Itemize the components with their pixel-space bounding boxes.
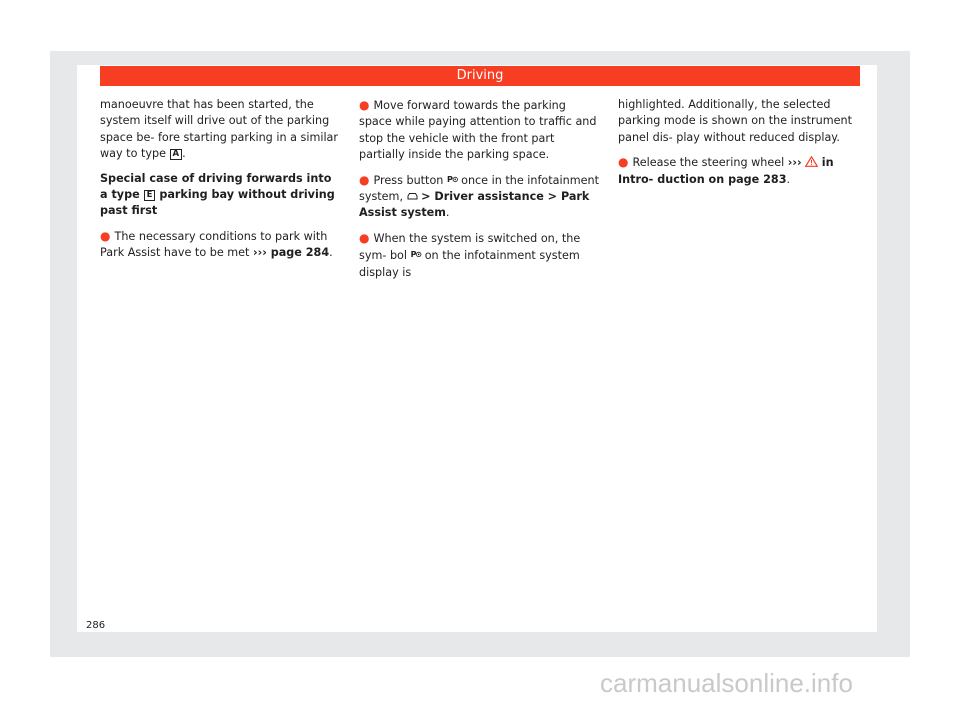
bullet-icon: ● bbox=[618, 155, 629, 170]
page-reference-link[interactable]: in Intro- duction on page 283 bbox=[618, 156, 834, 186]
paragraph bbox=[100, 97, 342, 163]
paragraph-text: manoeuvre that has been started, the system itself will drive out of the parking space be- fore starting parking in a similar way to type bbox=[100, 98, 339, 161]
park-assist-icon: P⊙ bbox=[446, 174, 458, 184]
list-item-text-cont: on the infotainment system display is bbox=[359, 249, 580, 279]
column-1 bbox=[100, 97, 342, 270]
list-item-text-cont: once in the infotainment system, bbox=[359, 173, 599, 204]
bullet-icon: ● bbox=[359, 98, 370, 112]
list-item bbox=[359, 230, 601, 281]
period: . bbox=[329, 246, 333, 260]
period: . bbox=[786, 172, 791, 186]
subheading-text: Special case of driving forwards into a type bbox=[100, 171, 332, 202]
menu-path: > Driver assistance > Park Assist system bbox=[359, 190, 590, 220]
type-a-label: A bbox=[170, 149, 183, 160]
car-icon bbox=[407, 192, 418, 201]
period: . bbox=[445, 206, 450, 220]
bullet-icon: ● bbox=[100, 228, 111, 243]
list-item-text: The necessary conditions to park with Park Assist have to be met bbox=[100, 229, 328, 260]
reference-arrows: ››› bbox=[787, 156, 802, 170]
list-item bbox=[100, 228, 342, 262]
park-assist-icon: P⊙ bbox=[410, 250, 422, 260]
type-e-label: E bbox=[144, 190, 156, 201]
list-item-text: Move forward towards the parking space while paying attention to traffic and stop the vehicle with the front part partially inside the parking space. bbox=[359, 99, 597, 162]
page-reference-link[interactable]: ››› page 284 bbox=[253, 246, 330, 260]
list-item bbox=[618, 154, 860, 188]
list-item-text: Release the steering wheel bbox=[632, 156, 785, 170]
list-item-text: Press button bbox=[373, 173, 444, 187]
watermark: carmanualsonline.info bbox=[600, 668, 853, 698]
list-item-text: When the system is switched on, the sym- bol bbox=[359, 231, 581, 263]
page-number: 286 bbox=[86, 620, 106, 631]
subheading bbox=[100, 171, 342, 220]
paragraph: highlighted. Additionally, the selected parking mode is shown on the instrument panel dis- play without reduced display. bbox=[618, 98, 852, 144]
section-header bbox=[100, 66, 860, 86]
period: . bbox=[182, 147, 186, 161]
section-title: Driving bbox=[456, 68, 504, 83]
warning-icon bbox=[805, 156, 818, 167]
column-2 bbox=[359, 97, 601, 289]
bullet-icon: ● bbox=[359, 230, 370, 245]
column-3 bbox=[618, 97, 860, 196]
bullet-icon: ● bbox=[359, 172, 370, 187]
list-item bbox=[359, 172, 601, 222]
list-item bbox=[359, 97, 601, 164]
subheading-text-end: parking bay without driving past first bbox=[100, 188, 335, 218]
